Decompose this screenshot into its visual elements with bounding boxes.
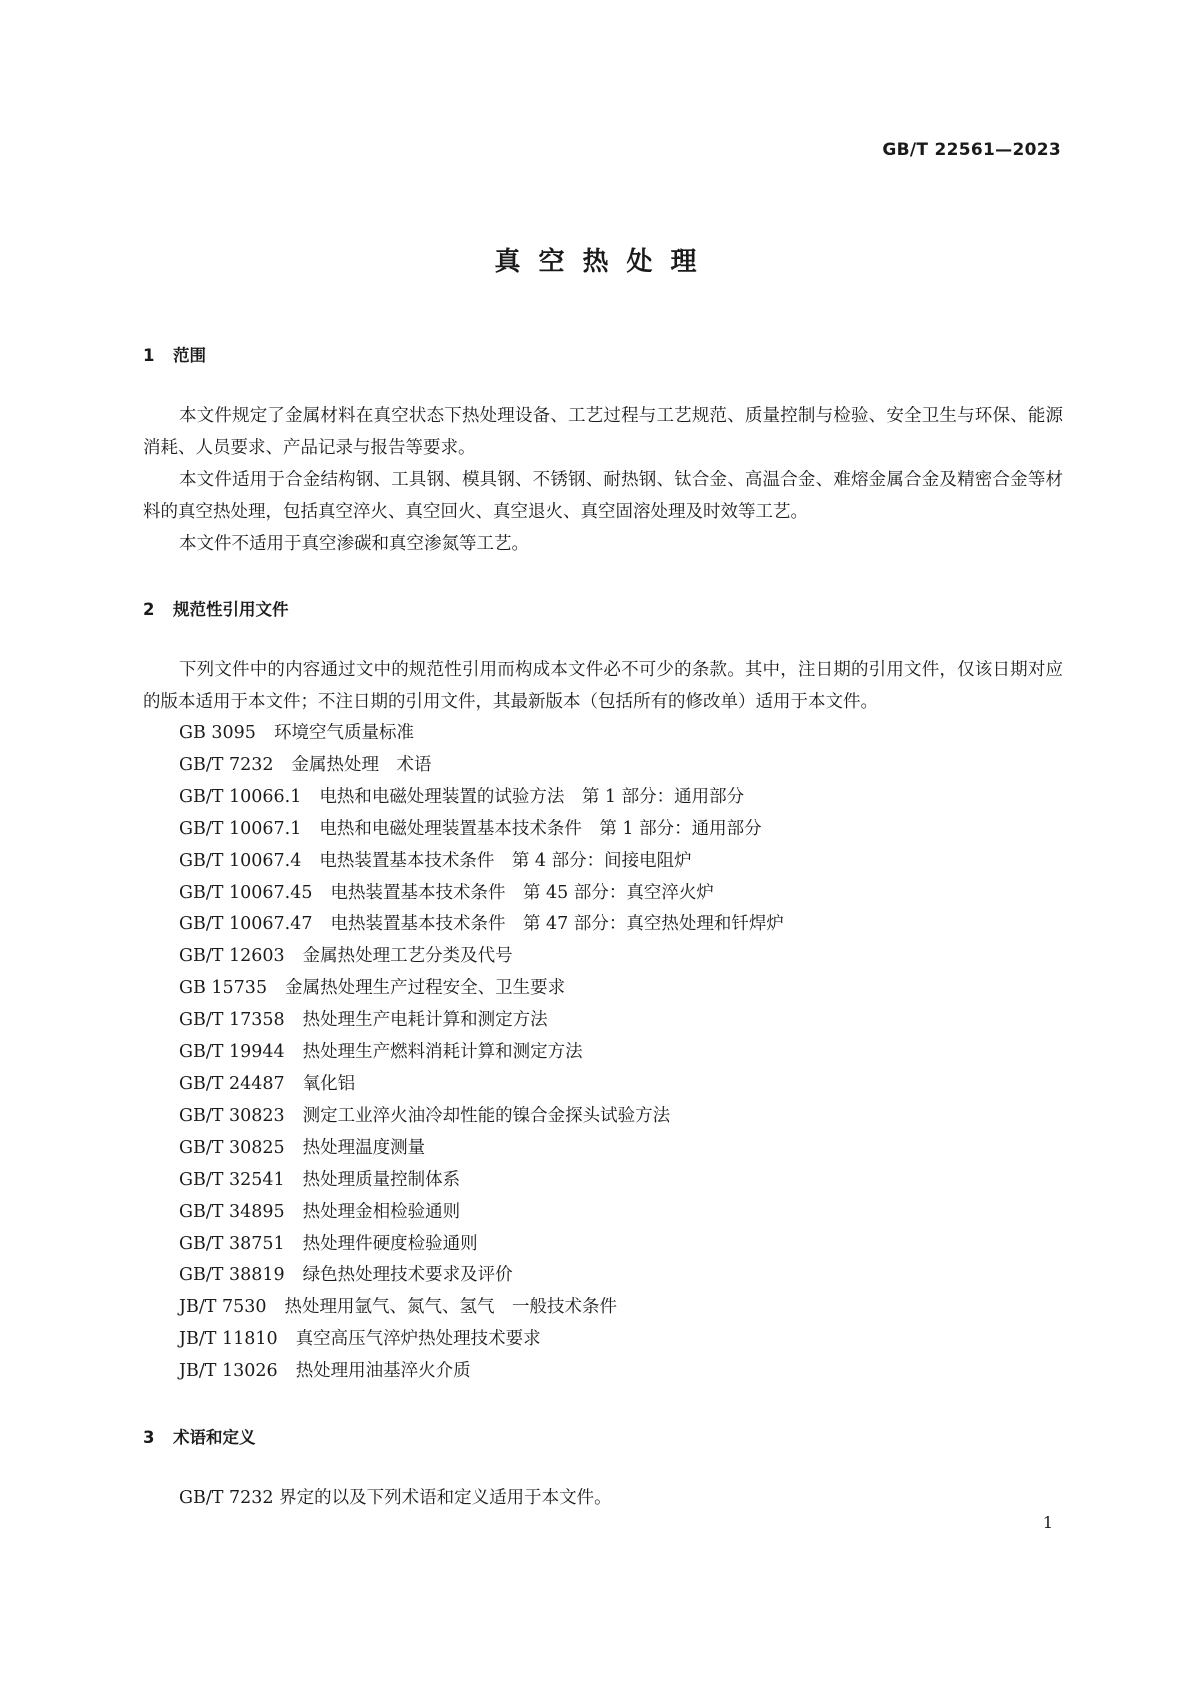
reference-title: 热处理金相检验通则: [302, 1201, 461, 1222]
reference-title: 热处理用氩气、氮气、氢气 一般技术条件: [284, 1297, 618, 1318]
reference-code: GB/T 38751: [179, 1233, 285, 1254]
reference-item: [179, 1229, 1063, 1261]
reference-item: [179, 814, 1063, 846]
reference-code: GB/T 12603: [179, 946, 285, 967]
reference-title: 氧化铝: [302, 1073, 356, 1094]
reference-code: GB/T 24487: [179, 1073, 285, 1094]
reference-title: 真空高压气淬炉热处理技术要求: [295, 1329, 541, 1350]
reference-item: [179, 1165, 1063, 1197]
reference-title: 热处理质量控制体系: [302, 1169, 461, 1190]
reference-title: 测定工业淬火油冷却性能的镍合金探头试验方法: [302, 1105, 671, 1126]
reference-item: [179, 1356, 1063, 1388]
standard-code: GB/T 22561—2023: [882, 140, 1061, 160]
reference-item: [179, 973, 1063, 1005]
reference-item: [179, 878, 1063, 910]
reference-title: 电热装置基本技术条件 第 45 部分：真空淬火炉: [330, 882, 714, 903]
scope-paragraph-3: 本文件不适用于真空渗碳和真空渗氮等工艺。: [179, 534, 529, 554]
reference-code: GB/T 19944: [179, 1042, 285, 1063]
reference-item: [179, 782, 1063, 814]
scope-paragraph-2: 本文件适用于合金结构钢、工具钢、模具钢、不锈钢、耐热钢、钛合金、高温合金、难熔金属合金及精密合金等材料的真空热处理，包括真空淬火、真空回火、真空退火、真空固溶处理及时效等工艺。: [143, 470, 1063, 522]
reference-item: [179, 1197, 1063, 1229]
reference-item: [179, 1260, 1063, 1292]
reference-item: [179, 1292, 1063, 1324]
reference-item: [179, 1037, 1063, 1069]
section-heading-terms: [143, 1425, 1063, 1451]
document-title: 真空热处理: [494, 247, 715, 277]
reference-title: 热处理生产燃料消耗计算和测定方法: [302, 1042, 583, 1063]
reference-item: [179, 1133, 1063, 1165]
reference-title: 电热装置基本技术条件 第 47 部分：真空热处理和钎焊炉: [330, 914, 784, 935]
reference-code: GB/T 30823: [179, 1105, 285, 1126]
reference-title: 电热和电磁处理装置的试验方法 第 1 部分：通用部分: [319, 786, 745, 807]
section-number: 2: [143, 600, 155, 619]
reference-code: JB/T 11810: [179, 1329, 278, 1350]
reference-item: [179, 1324, 1063, 1356]
reference-list: [143, 718, 1063, 1388]
reference-item: [179, 909, 1063, 941]
reference-title: 电热和电磁处理装置基本技术条件 第 1 部分：通用部分: [319, 818, 762, 839]
reference-item: [179, 846, 1063, 878]
reference-item: [179, 1005, 1063, 1037]
reference-code: JB/T 7530: [179, 1297, 267, 1318]
reference-code: GB/T 32541: [179, 1169, 285, 1190]
terms-intro: GB/T 7232 界定的以及下列术语和定义适用于本文件。: [179, 1488, 612, 1509]
reference-code: GB/T 30825: [179, 1137, 285, 1158]
section-heading-scope: [143, 343, 1063, 369]
section-title: 术语和定义: [173, 1428, 256, 1448]
section-title: 范围: [173, 346, 206, 365]
reference-code: GB/T 10066.1: [179, 786, 302, 807]
reference-code: GB/T 10067.4: [179, 850, 302, 871]
reference-title: 热处理温度测量: [302, 1137, 426, 1158]
page-number: 1: [1042, 1513, 1053, 1532]
reference-code: GB/T 7232: [179, 754, 274, 775]
reference-code: GB/T 17358: [179, 1010, 285, 1031]
reference-code: GB/T 10067.47: [179, 914, 313, 935]
reference-item: [179, 941, 1063, 973]
reference-title: 热处理用油基淬火介质: [295, 1361, 471, 1382]
reference-code: GB/T 38819: [179, 1265, 285, 1286]
reference-item: [179, 1069, 1063, 1101]
section-number: 3: [143, 1428, 155, 1448]
reference-item: [179, 1101, 1063, 1133]
reference-title: 金属热处理 术语: [291, 754, 432, 775]
reference-title: 热处理生产电耗计算和测定方法: [302, 1010, 548, 1031]
document-body: [143, 343, 1063, 1514]
section-title: 规范性引用文件: [173, 600, 289, 619]
section-number: 1: [143, 346, 155, 365]
reference-code: GB 15735: [179, 978, 268, 999]
section-heading-normative-references: [143, 597, 1063, 623]
reference-title: 热处理件硬度检验通则: [302, 1233, 478, 1254]
reference-code: GB/T 34895: [179, 1201, 285, 1222]
reference-code: JB/T 13026: [179, 1361, 278, 1382]
reference-item: [179, 718, 1063, 750]
reference-title: 金属热处理生产过程安全、卫生要求: [285, 978, 566, 999]
references-intro: 下列文件中的内容通过文中的规范性引用而构成本文件必不可少的条款。其中，注日期的引用文件，仅该日期对应的版本适用于本文件；不注日期的引用文件，其最新版本（包括所有的修改单）适用于本文件。: [143, 660, 1063, 712]
reference-title: 环境空气质量标准: [273, 723, 414, 743]
reference-title: 电热装置基本技术条件 第 4 部分：间接电阻炉: [319, 850, 692, 871]
reference-title: 金属热处理工艺分类及代号: [302, 946, 513, 967]
reference-item: [179, 750, 1063, 782]
scope-paragraph-1: 本文件规定了金属材料在真空状态下热处理设备、工艺过程与工艺规范、质量控制与检验、安全卫生与环保、能源消耗、人员要求、产品记录与报告等要求。: [143, 406, 1063, 458]
reference-code: GB/T 10067.45: [179, 882, 313, 903]
reference-code: GB/T 10067.1: [179, 818, 302, 839]
reference-code: GB 3095: [179, 723, 256, 743]
reference-title: 绿色热处理技术要求及评价: [302, 1265, 513, 1286]
